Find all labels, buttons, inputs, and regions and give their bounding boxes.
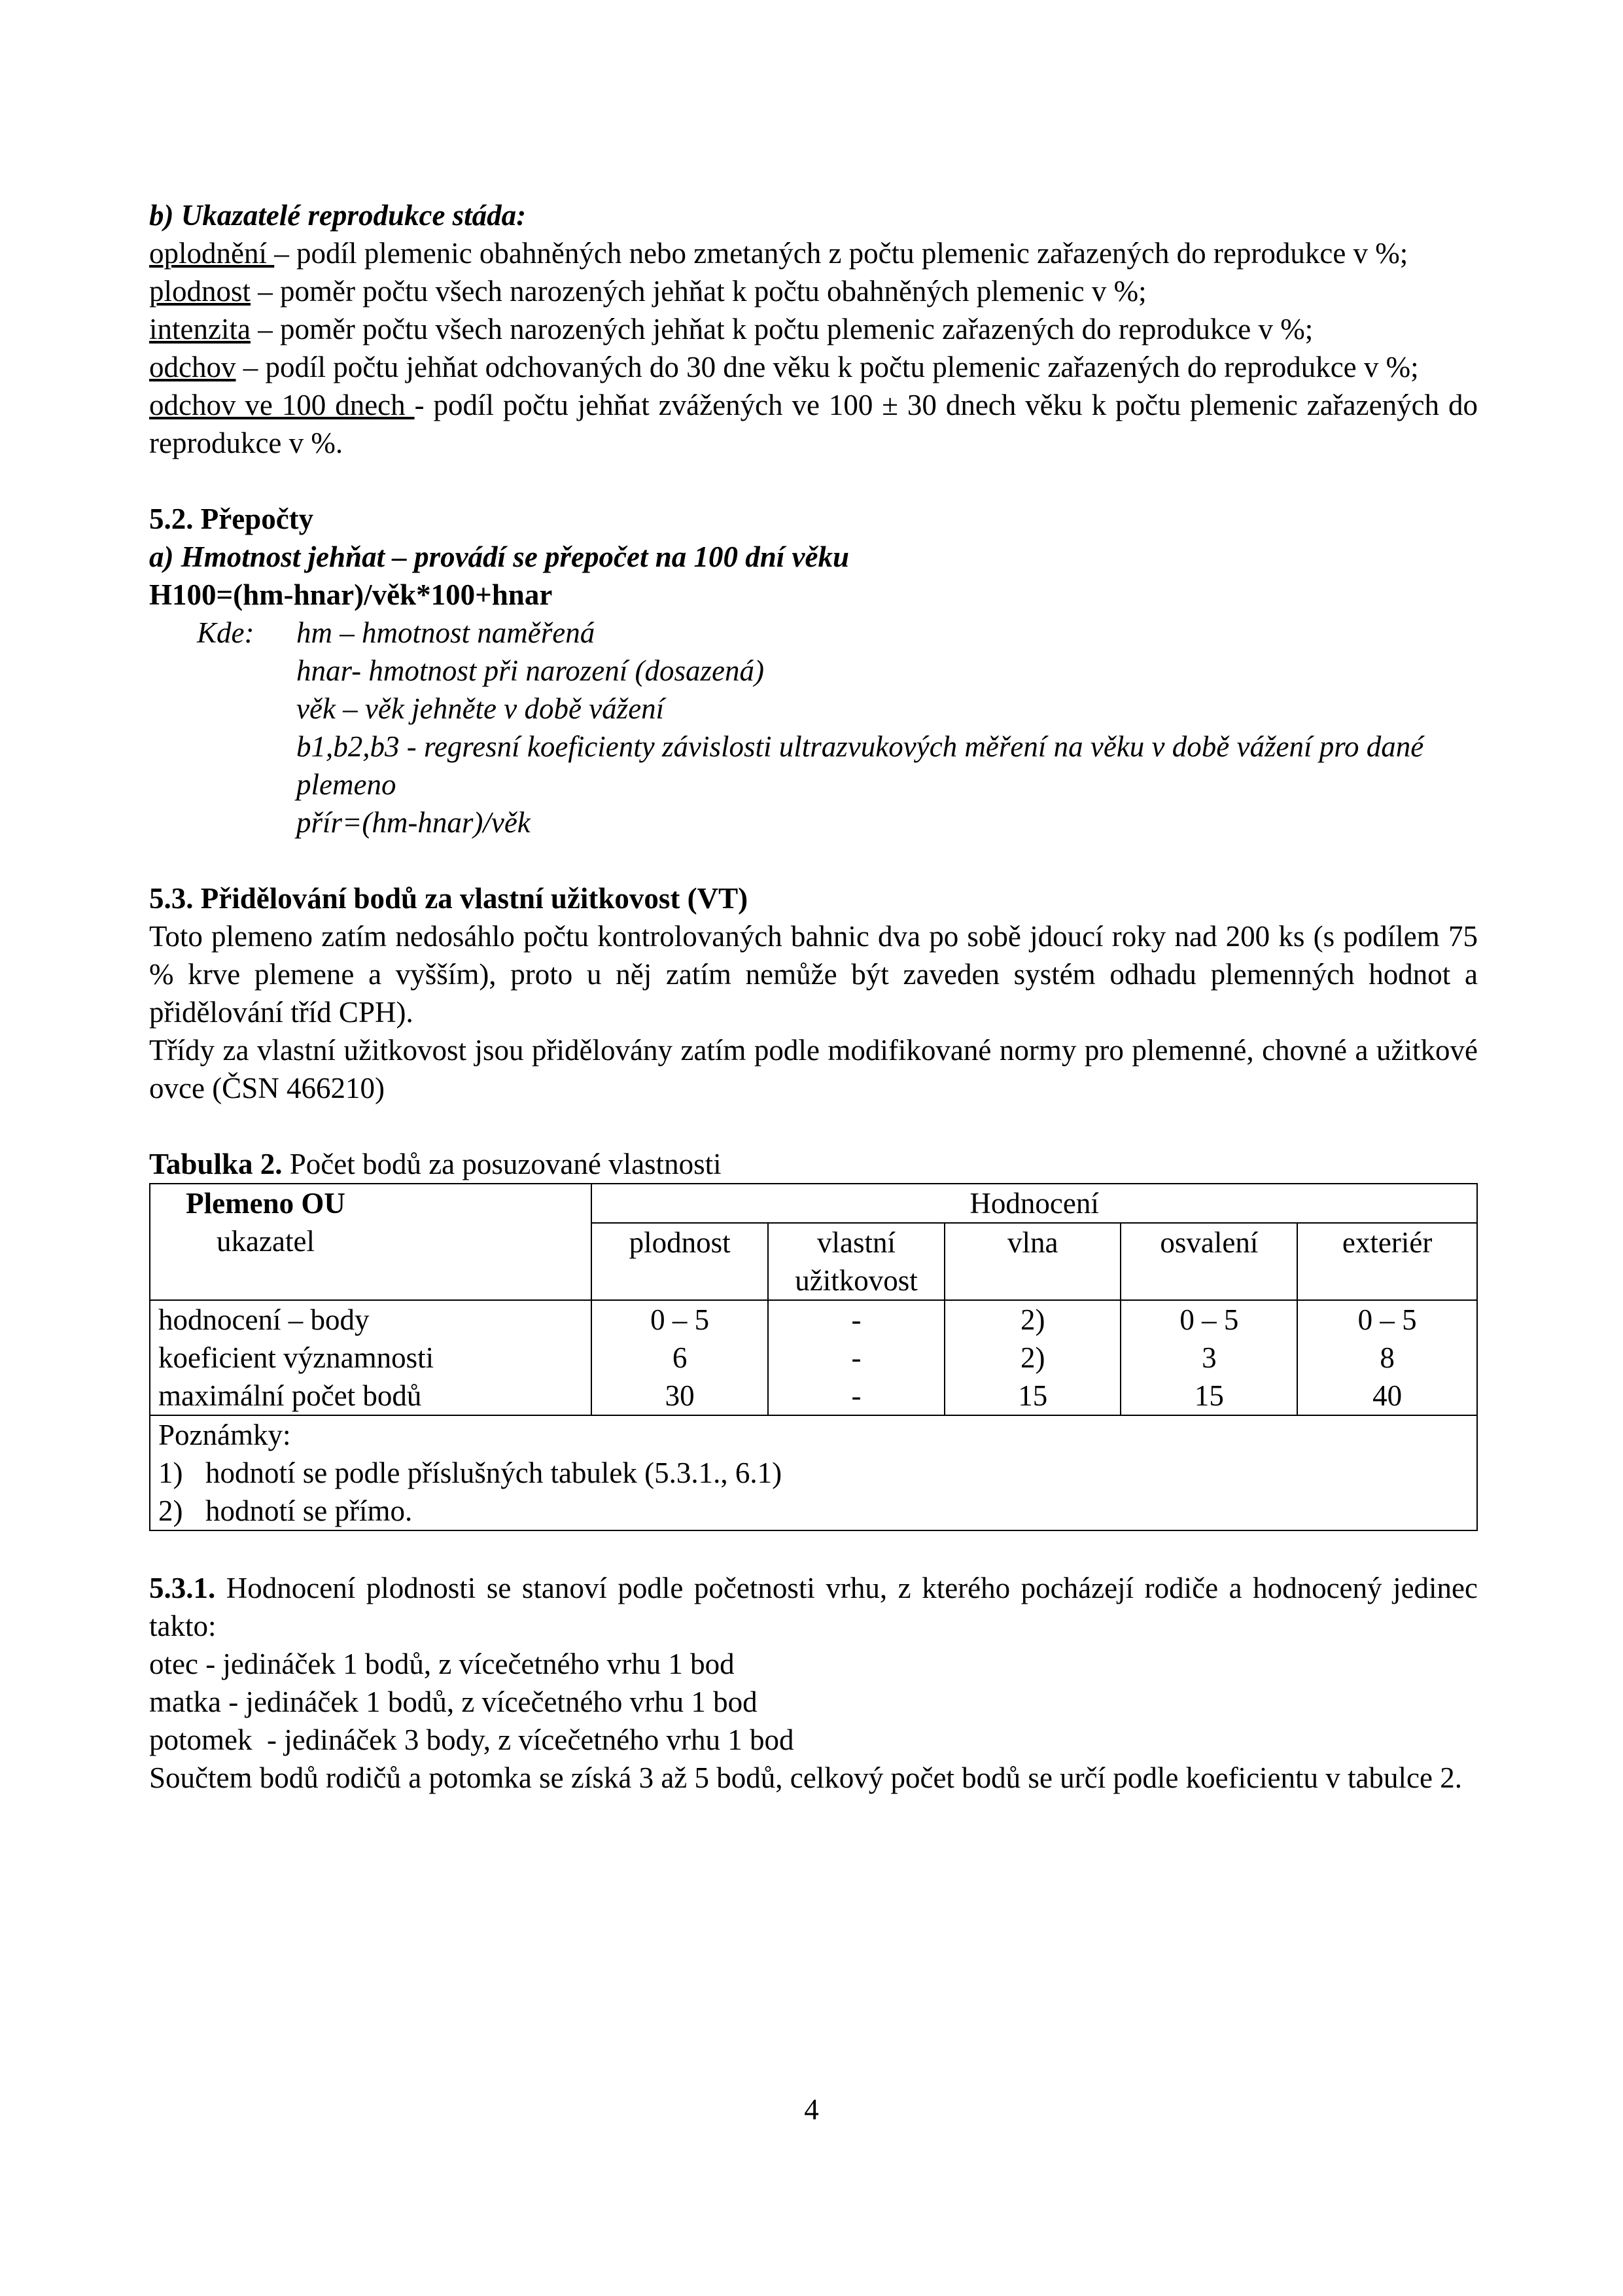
table-caption-label: Tabulka 2. <box>149 1148 283 1180</box>
section-5-2-heading: 5.2. Přepočty <box>149 503 314 535</box>
table-cell <box>591 1300 768 1415</box>
cell-value: 3 <box>1202 1341 1217 1374</box>
table-column-header: exteriér <box>1297 1223 1477 1300</box>
table-corner-cell <box>150 1184 591 1300</box>
page-content <box>149 196 1478 1797</box>
cell-value: 0 – 5 <box>1179 1303 1239 1336</box>
table-group-header: Hodnocení <box>591 1184 1477 1223</box>
section-5-2-subheading: a) Hmotnost jehňat – provádí se přepočet na 100 dní věku <box>149 540 850 573</box>
table-caption <box>149 1145 1478 1183</box>
row-label: hodnocení – body <box>158 1303 370 1336</box>
row-label: maximální počet bodů <box>158 1379 422 1412</box>
definition-odchov <box>149 348 1478 386</box>
table-row <box>150 1300 1477 1415</box>
section-5-3-1-intro <box>149 1569 1478 1645</box>
term-odchov-100: odchov ve 100 dnech <box>149 389 415 421</box>
row-label: koeficient významnosti <box>158 1341 434 1374</box>
definition-intenzita <box>149 310 1478 348</box>
legend-item: b1,b2,b3 - regresní koeficienty závislosti ultrazvukových měření na věku v době vážení pro dané plemeno <box>296 730 1424 801</box>
formula: H100=(hm-hnar)/věk*100+hnar <box>149 578 553 611</box>
fertility-line-mother: matka - jedináček 1 bodů, z vícečetného vrhu 1 bod <box>149 1686 758 1718</box>
term-plodnost: plodnost <box>149 275 251 308</box>
table-column-header: plodnost <box>591 1223 768 1300</box>
term-odchov: odchov <box>149 351 236 383</box>
table-column-header: vlna <box>945 1223 1121 1300</box>
cell-value: 6 <box>672 1341 688 1374</box>
legend-item: přír=(hm-hnar)/věk <box>296 806 531 839</box>
table-column-header: vlastní užitkovost <box>768 1223 945 1300</box>
notes-title: Poznámky: <box>158 1419 291 1451</box>
table-row-labels <box>150 1300 591 1415</box>
page-number: 4 <box>804 2093 819 2126</box>
formula-legend <box>149 614 1478 841</box>
note-number: 2) <box>158 1494 183 1527</box>
points-table <box>149 1183 1478 1531</box>
cell-value: 40 <box>1372 1379 1403 1412</box>
section-5-3-paragraph-1: Toto plemeno zatím nedosáhlo počtu kontrolovaných bahnic dva po sobě jdoucí roky nad 200 ks (s podílem 75 % krve plemene a vyšším), proto u něj zatím nemůže být zaveden systém odhadu plemenných hodnot a přidělování tříd CPH). <box>149 920 1478 1029</box>
legend-item: hnar- hmotnost při narození (dosazená) <box>296 654 764 687</box>
note-text: hodnotí se přímo. <box>205 1494 413 1527</box>
cell-value: 0 – 5 <box>1357 1303 1417 1336</box>
table-cell <box>1121 1300 1297 1415</box>
term-intenzita: intenzita <box>149 313 251 345</box>
cell-value: 2) <box>1020 1341 1045 1374</box>
table-cell <box>768 1300 945 1415</box>
cell-value: 30 <box>665 1379 695 1412</box>
note-number: 1) <box>158 1457 183 1489</box>
note-item <box>158 1454 1473 1492</box>
cell-value: - <box>851 1379 862 1412</box>
table-breed-label: Plemeno OU <box>186 1187 345 1220</box>
table-cell <box>945 1300 1121 1415</box>
term-oplodneni: oplodnění <box>149 237 275 270</box>
text-odchov: – podíl počtu jehňat odchovaných do 30 dne věku k počtu plemenic zařazených do reprodukce v %; <box>236 351 1419 383</box>
text-oplodneni: – podíl plemenic obahněných nebo zmetaných z počtu plemenic zařazených do reprodukce v %; <box>274 237 1408 270</box>
section-5-3-1-number: 5.3.1. <box>149 1572 216 1604</box>
definition-oplodneni <box>149 234 1478 272</box>
table-cell <box>1297 1300 1477 1415</box>
table-column-header: osvalení <box>1121 1223 1297 1300</box>
section-5-3-1-text: Hodnocení plodnosti se stanoví podle početnosti vrhu, z kterého pocházejí rodiče a hodnocený jedinec takto: <box>149 1572 1478 1642</box>
text-intenzita: – poměr počtu všech narozených jehňat k počtu plemenic zařazených do reprodukce v %; <box>250 313 1314 345</box>
cell-value: 15 <box>1194 1379 1224 1412</box>
note-text: hodnotí se podle příslušných tabulek (5.3.1., 6.1) <box>205 1457 782 1489</box>
reproduction-heading: b) Ukazatelé reprodukce stáda: <box>149 199 527 232</box>
cell-value: 15 <box>1018 1379 1048 1412</box>
table-caption-text: Počet bodů za posuzované vlastnosti <box>282 1148 722 1180</box>
definition-odchov-100 <box>149 386 1478 462</box>
fertility-line-offspring: potomek - jedináček 3 body, z vícečetného vrhu 1 bod <box>149 1723 794 1756</box>
section-5-3-heading: 5.3. Přidělování bodů za vlastní užitkovost (VT) <box>149 882 748 915</box>
legend-item: věk – věk jehněte v době vážení <box>296 692 665 725</box>
cell-value: - <box>851 1341 862 1374</box>
text-odchov-100: - podíl počtu jehňat zvážených ve 100 ± 30 dnech věku k počtu plemenic zařazených do reprodukce v %. <box>149 389 1478 459</box>
table-indicator-label: ukazatel <box>217 1225 315 1258</box>
definition-plodnost <box>149 272 1478 310</box>
table-notes <box>150 1415 1477 1530</box>
cell-value: 0 – 5 <box>650 1303 710 1336</box>
cell-value: 2) <box>1020 1303 1045 1336</box>
cell-value: 8 <box>1380 1341 1395 1374</box>
legend-item: hm – hmotnost naměřená <box>296 616 595 649</box>
cell-value: - <box>851 1303 862 1336</box>
note-item <box>158 1492 1473 1530</box>
text-plodnost: – poměr počtu všech narozených jehňat k počtu obahněných plemenic v %; <box>251 275 1147 308</box>
where-label: Kde: <box>197 616 254 649</box>
section-5-3-1-closing: Součtem bodů rodičů a potomka se získá 3 až 5 bodů, celkový počet bodů se určí podle koeficientu v tabulce 2. <box>149 1761 1462 1794</box>
section-5-3-paragraph-2: Třídy za vlastní užitkovost jsou přidělovány zatím podle modifikované normy pro plemenné, chovné a užitkové ovce (ČSN 466210) <box>149 1034 1478 1104</box>
fertility-line-father: otec - jedináček 1 bodů, z vícečetného vrhu 1 bod <box>149 1648 735 1680</box>
